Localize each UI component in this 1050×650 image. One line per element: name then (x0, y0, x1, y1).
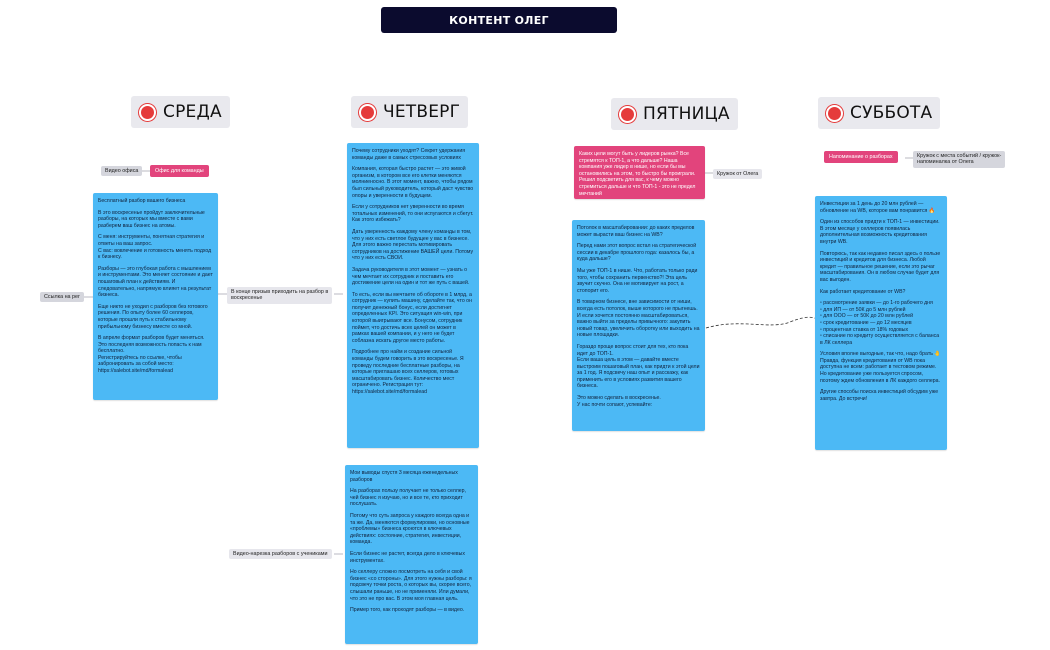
tag-office-team[interactable]: Офис для команды (150, 165, 209, 177)
note-paragraph: Другие способы поиска инвестиций обсудим уже завтра. До встречи! (820, 389, 939, 402)
note-paragraph: Условия вполне выгодные, так что, надо брать 🤚 Правда, функция кредитования от WB пока доступна не всем: работает в тестовом режиме. Но кредитование уже пользуется спросом, поэтому ждем обновления в ЛК каждого селлера. (820, 351, 941, 384)
red-circle-icon (619, 106, 636, 123)
note-paragraph: Потому что суть запроса у каждого всегда одна и та же. Да, меняются формулировки, но основные «проблемы» бизнеса кроются в ключевых действиях: состояние, стратегия, инвестиции, команда. (350, 512, 470, 546)
sticky-note-thursday-bottom[interactable] (345, 465, 478, 644)
sticky-note-saturday[interactable] (815, 196, 947, 450)
note-paragraph: Почему сотрудники уходят? Секрет удержания команды даже в самых стрессовых условиях (352, 148, 466, 161)
note-paragraph: В товарном бизнесе, вне зависимости от ниши, всегда есть потолок, выше которого не прыгнешь. И если хочется постоянно масштабироваться, важно выйти за пределы привычного: закупить новый товар, увеличить оборотку или выходить на новые площадки. (577, 299, 700, 339)
note-paragraph: Повторюсь, так как недавно писал здесь о пользе инвестиций и кредитов для бизнеса. Любой кредит — правильное решение, если это рычаг масштабирования. Он в любом случае будет для вас выгоден. (820, 250, 941, 283)
day-label: СРЕДА (163, 102, 222, 122)
note-paragraph: Один из способов придти к ТОП-1 — инвестиции. В этом месяце у селлеров появилась дополнительная возможность кредитования внутри WB. (820, 219, 940, 245)
tag-video-cut[interactable]: Видео-нарезка разборов с учениками (229, 549, 332, 559)
day-header-friday (611, 98, 738, 130)
day-label: СУББОТА (850, 103, 933, 123)
sticky-note-thursday-top[interactable] (347, 143, 479, 448)
note-paragraph: Компания, которая быстро растет — это живой организм, в котором все его клетки меняются молниеносно. В этот момент, важно, чтобы рядом был сильный руководитель, который даст чувство опоры и уверенности в будущем. (352, 166, 474, 199)
tag-link-reg[interactable]: Ссылка на рег (40, 292, 84, 302)
note-paragraph: Потолок в масштабировании: до каких пределов может вырасти ваш бизнес на WB? (577, 225, 695, 238)
note-paragraph: Если у сотрудников нет уверенности во время тотальных изменений, то они испугаются и сбегут. Как этого избежать? (352, 204, 474, 224)
red-circle-icon (359, 104, 376, 121)
note-paragraph: Если бизнес не растет, всегда дело в ключевых инструментах. (350, 550, 465, 564)
day-label: ЧЕТВЕРГ (383, 102, 461, 122)
sticky-note-wednesday[interactable] (93, 193, 218, 400)
day-label: ПЯТНИЦА (643, 104, 730, 124)
note-paragraph: В это воскресенье пройдут заключительные разборы, на которых мы вместе с вами разберем ваш бизнес на атомы. (98, 209, 205, 229)
note-paragraph: В апреле формат разборов будет меняться. Это последняя возможность попасть к нам бесплатно. Регистрируйтесь по ссылке, чтобы забронировать за собой место: https://salebot.site/md/formalead (98, 335, 205, 375)
tag-reminder[interactable]: Напоминание о разборах (824, 151, 898, 163)
note-paragraph: Подробнее про найм и создание сильной команды будем говорить в это воскресенье. Я проведу последние бесплатные разборы, на которые приглашаю всех селлеров, готовых масштабировать бизнес. Количество мест ограничено. Регистрация тут: https://salebot.site/md/formalead (352, 349, 464, 395)
note-paragraph: С меня: инструменты, понятная стратегия и ответы на ваш запрос. С вас: вовлечение и готовность менять подход к бизнесу. (98, 234, 212, 261)
tag-oleg-circle[interactable]: Кружок от Олега (713, 169, 762, 179)
day-header-thursday (351, 96, 468, 128)
note-paragraph: Дать уверенность каждому члену команды в том, что у них есть светлое будущее у вас в бизнесе. Для этого важно перестать мотивировать сотрудников на достижение ВАШЕЙ цели. Потому что у них есть СВОИ. (352, 228, 474, 262)
tag-circle-events[interactable]: Кружок с места событий / кружок- напоминалка от Олега (913, 151, 1005, 168)
note-paragraph: Перед нами этот вопрос встал на стратегической сессии в декабре прошлого года: казалось бы, а куда дальше? (577, 243, 697, 263)
day-header-wednesday (131, 96, 230, 128)
note-paragraph: Каких цели могут быть у лидеров рынка? Все стремятся к ТОП-1, а что дальше? Наша компания уже лидер в нише, но если бы мы остановились на этом, то быстро бы проиграли. Решил подсветить для вас, к чему можно стремиться дальше и что ТОП-1 - это не предел мечтаний (579, 151, 696, 197)
tag-video-office[interactable]: Видео офиса (101, 166, 142, 176)
note-paragraph: Это можно сделать в воскресенье. У нас почти сопают, успевайте: (577, 395, 661, 408)
red-circle-icon (139, 104, 156, 121)
board-title: КОНТЕНТ ОЛЕГ (381, 7, 617, 33)
note-paragraph: Задача руководителя в этот момент — узнать о чем мечтает их сотрудник и поставить его достижение цели на один и тот же путь с вашей. (352, 266, 470, 287)
note-paragraph: Мы уже ТОП-1 в нише. Что, работать только ради того, чтобы сохранить первенство?! Эта цель звучит скучно. Она не мотивирует на рост, а стопорит его. (577, 267, 698, 294)
tag-sunday-call[interactable]: В конце призыв приходить на разбор в воскресенье (227, 287, 332, 304)
note-paragraph: То есть, если вы мечтаете об обороте в 1 млрд, а сотрудник — купить машину, сделайте так, что он получит денежный бонус, если достигнет определенных KPI. Это ситуация win-win, при которой выигрывают все. Бонусом, сотрудник поймет, что достичь всех целей он может в рамках вашей компании, и у него не будет соблазна искать другое место работы. (352, 291, 472, 344)
note-paragraph: Но селлеру сложно посмотреть на себя и свой бизнес «со стороны». Для этого нужны разборы: я подсвечу точки роста, о которых вы, скорее всего, слышали раньше, но не применяли. Или думали, что это не про вас. В этом моя главная цель. (350, 569, 472, 602)
note-paragraph: Мои выводы спустя 3 месяца еженедельных разборов (350, 470, 458, 483)
sticky-note-friday-pink[interactable] (574, 146, 705, 199)
note-paragraph: Бесплатный разбор вашего бизнеса (98, 198, 186, 204)
note-paragraph: Гораздо проще вопрос стоит для тех, кто пока идет до ТОП-1. Если ваша цель в этом — давайте вместе выстроим пошаговый план, как придти к этой цели за 1 год. Я подсвечу наш опыт и расскажу, как применить его в условиях развития вашего бизнеса. (577, 343, 700, 390)
red-circle-icon (826, 105, 843, 122)
note-paragraph: Как работает кредитование от WB? (820, 288, 906, 295)
note-paragraph: На разборах пользу получает не только селлер, чей бизнес я изучаю, но и все те, кто приходит послушать. (350, 488, 466, 508)
day-header-saturday (818, 97, 940, 129)
note-paragraph: Инвестиции за 1 день до 20 млн рублей — обновление на WB, которое вам понравится 🔥 (820, 201, 936, 214)
sticky-note-friday[interactable] (572, 220, 705, 431)
note-paragraph: Пример того, как проходят разборы — в видео. (350, 607, 465, 614)
note-paragraph: Еще никто не уходил с разборов без готового решения. По опыту более 60 селлеров, которые прошли путь к стабильному прибыльному бизнесу вместе со мной. (98, 303, 208, 330)
note-paragraph: ▫ рассмотрение заявки — до 1-го рабочего дня ▫ для ИП — от 50К до 5 млн рублей ▫ для ООО — от 50К до 20 млн рублей ▫ срок кредитование — до 12 месяцев ▫ процентная ставка от 18% годовых ▫ списание по кредиту осуществляется с баланса в ЛК селлера (820, 300, 940, 346)
note-paragraph: Разборы — это глубокая работа с мышлением и инструментами. Это меняет состояние и дает пошаговый план к действиям. И следовательно, напрямую влияет на результат бизнеса. (98, 265, 213, 299)
